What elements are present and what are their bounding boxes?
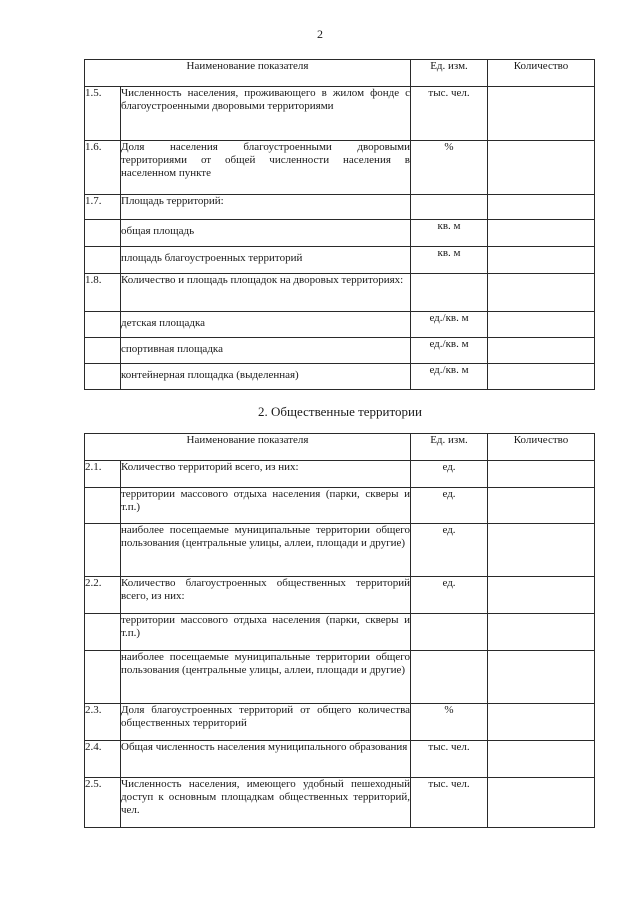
row-unit: % [411, 704, 488, 741]
row-unit: ед. [411, 488, 488, 524]
table-row [85, 247, 595, 274]
table-row [85, 274, 595, 312]
header-unit: Ед. изм. [411, 434, 488, 461]
row-name: контейнерная площадка (выделенная) [121, 364, 411, 390]
section-title: 2. Общественные территории [258, 404, 422, 419]
row-number: 2.3. [85, 704, 121, 741]
row-number [85, 364, 121, 390]
row-number [85, 220, 121, 247]
row-unit: кв. м [411, 247, 488, 274]
row-number [85, 338, 121, 364]
row-number: 1.5. [85, 87, 121, 141]
row-unit: ед. [411, 461, 488, 488]
table-row [85, 577, 595, 614]
row-unit: ед./кв. м [411, 338, 488, 364]
row-name: площадь благоустроенных территорий [121, 247, 411, 274]
row-number [85, 488, 121, 524]
indicators-table-yards [84, 59, 595, 390]
row-name: общая площадь [121, 220, 411, 247]
row-number: 1.7. [85, 195, 121, 220]
row-qty [488, 274, 595, 312]
row-name: Доля благоустроенных территорий от общего количества общественных территорий [121, 704, 411, 741]
table-row [85, 704, 595, 741]
row-number [85, 247, 121, 274]
row-qty [488, 141, 595, 195]
row-qty [488, 461, 595, 488]
row-unit: ед. [411, 577, 488, 614]
row-number [85, 651, 121, 704]
table-row [85, 338, 595, 364]
row-number: 1.8. [85, 274, 121, 312]
row-qty [488, 220, 595, 247]
row-qty [488, 778, 595, 828]
row-unit: кв. м [411, 220, 488, 247]
row-name: территории массового отдыха населения (парки, скверы и т.п.) [121, 614, 411, 651]
row-qty [488, 312, 595, 338]
row-qty [488, 488, 595, 524]
row-qty [488, 614, 595, 651]
row-number [85, 614, 121, 651]
header-qty: Количество [488, 60, 595, 87]
table-row [85, 651, 595, 704]
table-row [85, 220, 595, 247]
table-row [85, 364, 595, 390]
row-qty [488, 577, 595, 614]
row-unit: тыс. чел. [411, 87, 488, 141]
row-unit: тыс. чел. [411, 741, 488, 778]
row-qty [488, 364, 595, 390]
row-unit [411, 651, 488, 704]
row-name: наиболее посещаемые муниципальные территории общего пользования (центральные улицы, аллеи, площади и другие) [121, 524, 411, 577]
row-number: 1.6. [85, 141, 121, 195]
row-name: наиболее посещаемые муниципальные территории общего пользования (центральные улицы, аллеи, площади и другие) [121, 651, 411, 704]
row-unit: ед. [411, 524, 488, 577]
row-name: Количество и площадь площадок на дворовых территориях: [121, 274, 411, 312]
row-qty [488, 524, 595, 577]
row-number: 2.5. [85, 778, 121, 828]
row-unit: ед./кв. м [411, 312, 488, 338]
row-qty [488, 741, 595, 778]
row-name: Численность населения, имеющего удобный пешеходный доступ к основным площадкам общественных территорий, чел. [121, 778, 411, 828]
table-row [85, 312, 595, 338]
row-number [85, 524, 121, 577]
table-row [85, 195, 595, 220]
row-unit: ед./кв. м [411, 364, 488, 390]
row-unit [411, 614, 488, 651]
table-row [85, 488, 595, 524]
row-qty [488, 704, 595, 741]
row-number: 2.1. [85, 461, 121, 488]
row-name: Количество благоустроенных общественных территорий всего, из них: [121, 577, 411, 614]
table-row [85, 87, 595, 141]
indicators-table-public [84, 433, 595, 828]
header-name: Наименование показателя [85, 434, 411, 461]
header-qty: Количество [488, 434, 595, 461]
table-header-row [85, 434, 595, 461]
table-row [85, 741, 595, 778]
table-row [85, 524, 595, 577]
table-row [85, 778, 595, 828]
row-qty [488, 87, 595, 141]
table-row [85, 141, 595, 195]
header-name: Наименование показателя [85, 60, 411, 87]
row-name: спортивная площадка [121, 338, 411, 364]
page-number: 2 [317, 27, 323, 41]
table-row [85, 614, 595, 651]
row-number [85, 312, 121, 338]
row-name: Площадь территорий: [121, 195, 411, 220]
row-unit: % [411, 141, 488, 195]
row-unit [411, 195, 488, 220]
table-header-row [85, 60, 595, 87]
row-unit [411, 274, 488, 312]
table-row [85, 461, 595, 488]
row-qty [488, 651, 595, 704]
row-name: Доля населения благоустроенными дворовыми территориями от общей численности населения в населенном пункте [121, 141, 411, 195]
row-name: Общая численность населения муниципального образования [121, 741, 411, 778]
row-number: 2.2. [85, 577, 121, 614]
row-qty [488, 195, 595, 220]
row-unit: тыс. чел. [411, 778, 488, 828]
row-number: 2.4. [85, 741, 121, 778]
row-qty [488, 247, 595, 274]
row-name: детская площадка [121, 312, 411, 338]
row-name: Численность населения, проживающего в жилом фонде с благоустроенными дворовыми территориями [121, 87, 411, 141]
row-name: Количество территорий всего, из них: [121, 461, 411, 488]
row-qty [488, 338, 595, 364]
row-name: территории массового отдыха населения (парки, скверы и т.п.) [121, 488, 411, 524]
header-unit: Ед. изм. [411, 60, 488, 87]
